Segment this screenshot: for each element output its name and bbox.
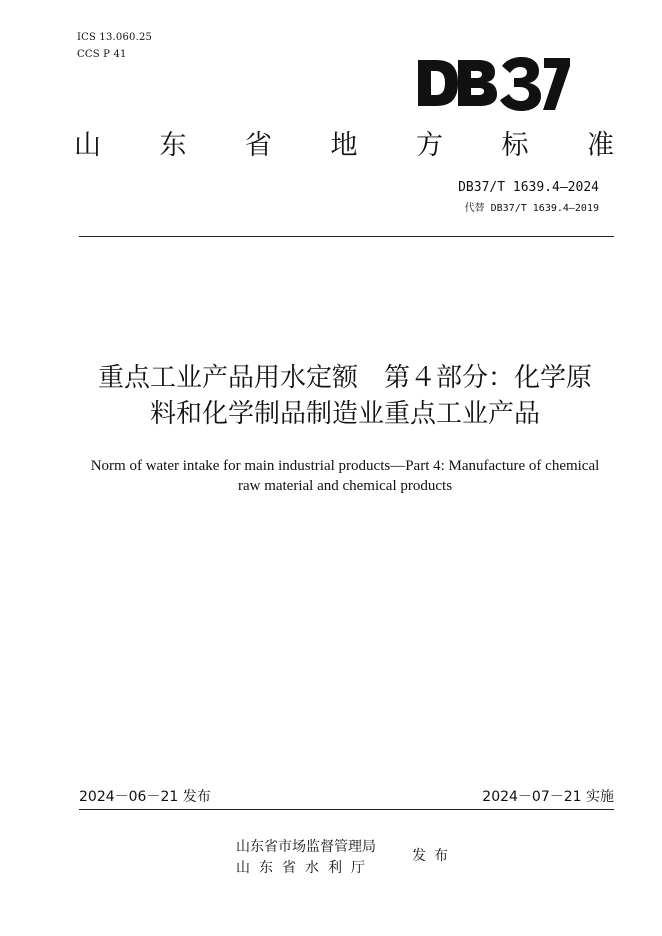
top-divider	[79, 236, 614, 237]
province-title-char: 方	[416, 130, 443, 161]
province-standard-title	[74, 126, 614, 166]
english-title-line-1: Norm of water intake for main industrial products—Part 4: Manufacture of chemical	[90, 458, 600, 474]
db37-logo	[418, 54, 570, 112]
province-title-char: 东	[159, 130, 187, 161]
implementation-date: 2024－07－21 实施	[482, 789, 614, 805]
chinese-title-line-1: 重点工业产品用水定额 第４部分：化学原	[97, 363, 592, 393]
province-title-char: 省	[245, 130, 272, 161]
ccs-code: CCS P 41	[77, 49, 127, 60]
issuing-authorities	[236, 838, 466, 882]
province-title-char: 标	[501, 130, 529, 161]
chinese-title-line-2: 料和化学制品制造业重点工业产品	[149, 399, 540, 429]
english-document-title	[70, 456, 620, 496]
standard-number: DB37/T 1639.4—2024	[458, 180, 599, 195]
chinese-document-title	[70, 360, 620, 432]
issue-label: 发布	[412, 848, 456, 864]
issue-date: 2024－06－21 发布	[79, 789, 211, 805]
replaced-standard-number: 代替 DB37/T 1639.4—2019	[464, 203, 599, 214]
english-title-line-2: raw material and chemical products	[237, 478, 453, 494]
bottom-divider	[79, 809, 614, 810]
issuer-market-regulation-bureau: 山东省市场监督管理局	[236, 839, 376, 855]
province-title-char: 地	[330, 130, 358, 161]
issuer-water-resources-department: 山东省水利厅	[236, 860, 374, 876]
province-title-char: 山	[74, 130, 101, 161]
ics-code: ICS 13.060.25	[77, 32, 153, 43]
province-title-char: 准	[587, 130, 614, 161]
